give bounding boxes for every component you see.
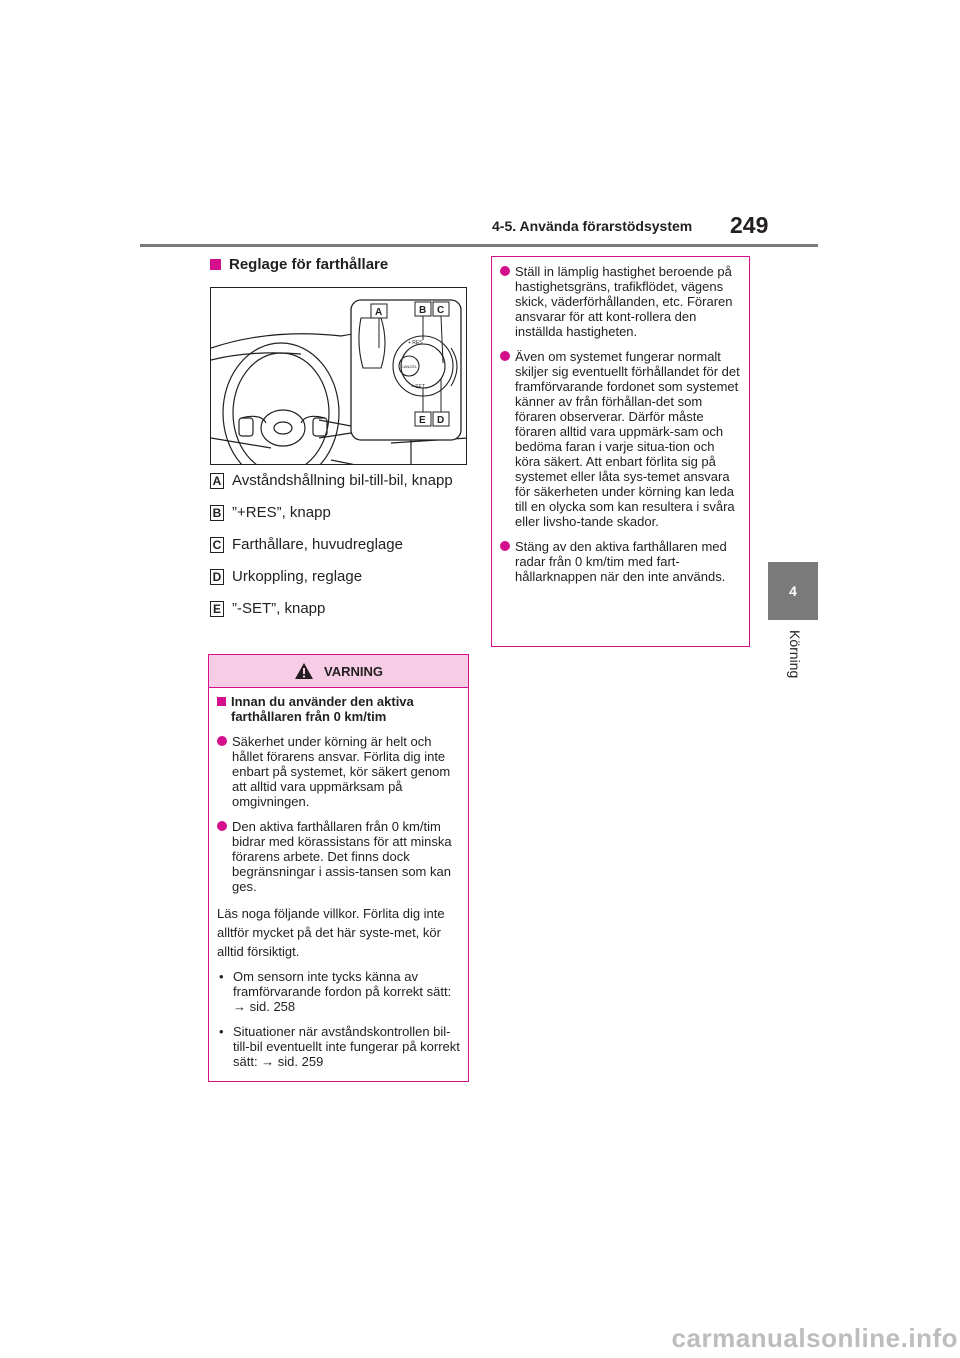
warning-bullet-text: Den aktiva farthållaren från 0 km/tim bidrar med körassistans för att minska förarens arbete. Det finns dock begränsningar i assis-tansen som kan ges. (232, 819, 452, 894)
bullet-dot-icon (500, 541, 510, 551)
legend-badge: D (210, 569, 224, 585)
legend-item (210, 502, 470, 524)
legend-badge: B (210, 505, 224, 521)
bullet-mark-icon: • (219, 1024, 224, 1039)
chapter-label: Körning (787, 630, 803, 679)
warning-bullet-text: Säkerhet under körning är helt och hållet förarens ansvar. Förlita dig inte enbart på systemet, kör säkert genom att alltid vara uppmärksam på omgivningen. (232, 734, 451, 809)
legend-item (210, 598, 470, 620)
callout-label-c: C (437, 305, 445, 316)
legend-text: ”+RES”, knapp (232, 504, 331, 521)
bullet-dot-icon (217, 736, 227, 746)
warning-sub-bullet-text: Om sensorn inte tycks känna av framförvarande fordon på korrekt sätt: → sid. 258 (233, 969, 452, 1014)
warning-heading: VARNING (324, 663, 383, 679)
callout-label-a: A (375, 307, 383, 318)
warning-subheading-text: Innan du använder den aktiva farthållaren från 0 km/tim (231, 694, 414, 724)
chapter-tab (768, 562, 818, 620)
warning-bullet (217, 819, 460, 894)
info-bullet (500, 349, 741, 529)
set-switch-label: – SET (411, 384, 425, 390)
legend-badge: C (210, 537, 224, 553)
square-bullet-icon (217, 697, 226, 706)
warning-bullet (217, 734, 460, 809)
info-bullet-text: Ställ in lämplig hastighet beroende på hastighetsgräns, trafikflödet, vägens skick, väderförhållanden, etc. Föraren ansvarar för att kont-rollera den inställda hastigheten. (515, 264, 733, 339)
square-bullet-icon (210, 259, 221, 270)
warning-body (209, 688, 468, 1069)
res-switch-label: + RES (408, 340, 423, 346)
info-bullet (500, 264, 741, 339)
warning-sub-bullet-text: Situationer när avståndskontrollen bil-till-bil eventuellt inte fungerar på korrekt sätt: → sid. 259 (233, 1024, 460, 1069)
chapter-number: 4 (789, 583, 797, 599)
legend-item (210, 566, 470, 588)
warning-paragraph: Läs noga följande villkor. Förlita dig inte alltför mycket på det här syste-met, kör alltid försiktigt. (217, 906, 445, 959)
warning-subheading (217, 694, 460, 724)
bullet-dot-icon (500, 266, 510, 276)
warning-triangle-icon (294, 662, 314, 680)
info-box (491, 256, 750, 647)
warning-sub-bullet (217, 1024, 460, 1069)
legend-badge: E (210, 601, 224, 617)
legend-text: Avståndshållning bil-till-bil, knapp (232, 472, 453, 489)
warning-box (208, 654, 469, 1082)
bullet-dot-icon (217, 821, 227, 831)
section-title-text: Reglage för farthållare (229, 256, 389, 273)
info-bullet-text: Även om systemet fungerar normalt skiljer sig eventuellt förhållandet för det framförvarande fordonet som systemet känner av från förhållan-det som föraren observerar. Därför måste föraren alltid vara uppmärk-sam och bedöma faran i varje situa-tion och köra säkert. Att enbart förlita sig på systemet eller låta sys-temet ansvara för säkerheten under körning kan leda till en olycka som kan resultera i svåra eller livsho-tande skador. (515, 349, 740, 529)
legend-text: Urkoppling, reglage (232, 568, 363, 585)
steering-wheel-drawing (211, 288, 467, 465)
header-rule (140, 244, 818, 247)
figure-legend (210, 470, 470, 630)
callout-label-d: D (437, 415, 445, 426)
steering-wheel-illustration (210, 287, 467, 465)
info-bullet (500, 539, 741, 584)
callout-label-e: E (419, 415, 426, 426)
legend-text: ”-SET”, knapp (232, 600, 326, 617)
section-heading: 4-5. Använda förarstödsystem (492, 218, 693, 234)
page-number: 249 (730, 212, 769, 238)
legend-item (210, 534, 470, 556)
warning-header (209, 655, 468, 688)
cancel-switch-label: CANCEL (401, 364, 418, 369)
legend-item (210, 470, 470, 492)
bullet-mark-icon: • (219, 969, 224, 984)
watermark: carmanualsonline.info (671, 1323, 958, 1353)
info-bullet-text: Stäng av den aktiva farthållaren med radar från 0 km/tim med fart-hållarknappen när den inte används. (515, 539, 727, 584)
bullet-dot-icon (500, 351, 510, 361)
legend-badge: A (210, 473, 224, 489)
section-title (210, 256, 388, 273)
warning-sub-bullet (217, 969, 460, 1014)
legend-text: Farthållare, huvudreglage (232, 536, 403, 553)
callout-label-b: B (419, 305, 427, 316)
